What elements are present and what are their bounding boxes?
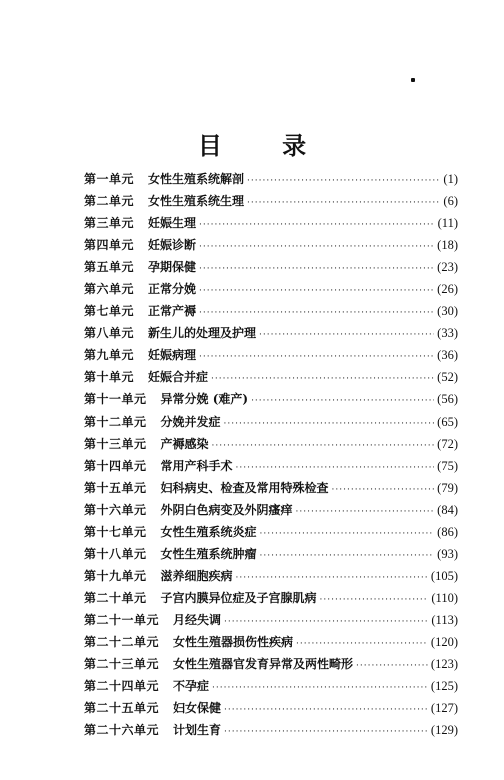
toc-dot-leader (212, 677, 428, 699)
toc-entry (84, 477, 458, 499)
toc-unit-label: 第二十四单元 (84, 679, 160, 694)
toc-unit-label: 第二十六单元 (84, 723, 160, 738)
toc-entry (84, 366, 458, 388)
toc-dot-leader (332, 479, 435, 501)
toc-dot-leader (224, 413, 435, 435)
toc-chapter-title: 正常分娩 (148, 282, 197, 297)
toc-unit-label: 第三单元 (84, 216, 135, 231)
toc-chapter-title: 分娩并发症 (160, 414, 221, 429)
toc-unit-label: 第十三单元 (84, 436, 147, 451)
toc-chapter-title: 正常产褥 (148, 304, 197, 319)
toc-dot-leader (259, 324, 434, 346)
printed-dot-mark (411, 78, 415, 82)
toc-unit-label: 第十八单元 (84, 546, 147, 561)
toc-unit-label: 第十四单元 (84, 458, 147, 473)
table-of-contents (84, 168, 458, 741)
toc-dot-leader (260, 523, 435, 545)
toc-entry (84, 455, 458, 477)
toc-page-number: (65) (437, 414, 458, 429)
toc-unit-label: 第十二单元 (84, 414, 147, 429)
toc-entry (84, 631, 458, 653)
toc-chapter-title: 女性生殖系统肿瘤 (160, 546, 257, 561)
toc-page-number: (120) (430, 634, 458, 649)
toc-entry (84, 300, 458, 322)
toc-page-number: (1) (443, 172, 458, 186)
toc-unit-label: 第七单元 (84, 304, 135, 319)
toc-entry (84, 587, 458, 609)
toc-unit-label: 第一单元 (84, 172, 135, 186)
toc-dot-leader (236, 457, 435, 479)
toc-page-number: (110) (431, 590, 458, 605)
toc-entry (84, 521, 458, 543)
toc-chapter-title: 外阴白色病变及外阴瘙痒 (160, 502, 293, 517)
toc-unit-label: 第八单元 (84, 326, 135, 341)
toc-chapter-title: 妇女保健 (173, 701, 222, 716)
toc-chapter-title: 产褥感染 (160, 436, 209, 451)
toc-entry (84, 675, 458, 697)
toc-dot-leader (224, 699, 428, 721)
toc-entry (84, 653, 458, 675)
toc-dot-leader (260, 545, 435, 567)
toc-dot-leader (224, 721, 428, 743)
toc-dot-leader (251, 390, 434, 412)
toc-page-number: (11) (437, 216, 458, 231)
toc-dot-leader (247, 170, 440, 192)
toc-page-number: (18) (437, 238, 458, 253)
toc-page-number: (79) (437, 480, 458, 495)
toc-dot-leader (212, 435, 435, 457)
toc-page-number: (72) (437, 436, 458, 451)
toc-unit-label: 第十七单元 (84, 524, 147, 539)
toc-entry (84, 190, 458, 212)
toc-unit-label: 第九单元 (84, 348, 135, 363)
toc-chapter-title: 妊娠合并症 (148, 370, 209, 385)
toc-page-number: (123) (430, 657, 458, 672)
toc-chapter-title: 不孕症 (173, 679, 210, 694)
toc-chapter-title: 滋养细胞疾病 (160, 568, 233, 583)
toc-unit-label: 第二十单元 (84, 590, 147, 605)
toc-dot-leader (224, 611, 428, 633)
toc-entry (84, 168, 458, 190)
toc-dot-leader (320, 589, 429, 611)
toc-page-number: (30) (437, 304, 458, 319)
toc-unit-label: 第十九单元 (84, 568, 147, 583)
toc-chapter-title: 异常分娩 (难产) (160, 392, 249, 407)
toc-chapter-title: 妇科病史、检查及常用特殊检查 (160, 480, 329, 495)
toc-chapter-title: 妊娠生理 (148, 216, 197, 231)
toc-page-number: (33) (437, 326, 458, 341)
toc-unit-label: 第十一单元 (84, 392, 147, 407)
toc-chapter-title: 子宫内膜异位症及子宫腺肌病 (160, 590, 317, 605)
toc-page-number: (84) (437, 502, 458, 517)
toc-dot-leader (199, 236, 434, 258)
toc-dot-leader (247, 192, 440, 214)
toc-page-number: (113) (431, 612, 458, 627)
toc-chapter-title: 孕期保健 (148, 260, 197, 275)
toc-chapter-title: 新生儿的处理及护理 (148, 326, 257, 341)
toc-unit-label: 第二十二单元 (84, 634, 160, 649)
toc-page-number: (105) (430, 568, 458, 583)
toc-entry (84, 697, 458, 719)
toc-chapter-title: 妊娠病理 (148, 348, 197, 363)
toc-entry (84, 256, 458, 278)
toc-dot-leader (199, 214, 435, 236)
toc-entry (84, 499, 458, 521)
toc-chapter-title: 女性生殖系统生理 (148, 194, 245, 209)
toc-chapter-title: 妊娠诊断 (148, 238, 197, 253)
toc-entry (84, 212, 458, 234)
toc-entry (84, 609, 458, 631)
toc-page-number: (86) (437, 524, 458, 539)
toc-dot-leader (236, 567, 428, 589)
toc-page-number: (23) (437, 260, 458, 275)
toc-unit-label: 第五单元 (84, 260, 135, 275)
toc-unit-label: 第十五单元 (84, 480, 147, 495)
toc-entry (84, 433, 458, 455)
toc-page-number: (6) (443, 194, 458, 209)
toc-unit-label: 第四单元 (84, 238, 135, 253)
toc-dot-leader (296, 633, 428, 655)
toc-dot-leader (199, 346, 434, 368)
toc-entry (84, 411, 458, 433)
toc-entry (84, 234, 458, 256)
toc-dot-leader (211, 368, 434, 390)
toc-chapter-title: 女性生殖系统炎症 (160, 524, 257, 539)
toc-chapter-title: 计划生育 (173, 723, 222, 738)
toc-unit-label: 第六单元 (84, 282, 135, 297)
toc-unit-label: 第十单元 (84, 370, 135, 385)
toc-chapter-title: 女性生殖器损伤性疾病 (173, 634, 294, 649)
toc-dot-leader (199, 302, 434, 324)
toc-entry (84, 565, 458, 587)
toc-page-number: (125) (430, 679, 458, 694)
toc-entry (84, 388, 458, 410)
toc-entry (84, 344, 458, 366)
toc-unit-label: 第二十五单元 (84, 701, 160, 716)
toc-page-number: (75) (437, 458, 458, 473)
toc-chapter-title: 常用产科手术 (160, 458, 233, 473)
toc-page-number: (36) (437, 348, 458, 363)
toc-page-number: (26) (437, 282, 458, 297)
toc-entry (84, 543, 458, 565)
toc-chapter-title: 月经失调 (173, 612, 222, 627)
toc-page-number: (52) (437, 370, 458, 385)
toc-unit-label: 第二十三单元 (84, 657, 160, 672)
toc-unit-label: 第二十一单元 (84, 612, 160, 627)
toc-chapter-title: 女性生殖系统解剖 (148, 172, 245, 186)
toc-page-number: (56) (437, 392, 458, 407)
toc-unit-label: 第十六单元 (84, 502, 147, 517)
toc-unit-label: 第二单元 (84, 194, 135, 209)
toc-dot-leader (199, 258, 434, 280)
page-title: 目 录 (197, 132, 333, 160)
toc-page-number: (93) (437, 546, 458, 561)
toc-dot-leader (199, 280, 434, 302)
toc-dot-leader (296, 501, 435, 523)
toc-entry (84, 278, 458, 300)
toc-page-number: (129) (430, 723, 458, 738)
toc-entry (84, 322, 458, 344)
toc-page-number: (127) (430, 701, 458, 716)
toc-entry (84, 719, 458, 741)
toc-dot-leader (356, 655, 428, 677)
toc-chapter-title: 女性生殖器官发育异常及两性畸形 (173, 657, 354, 672)
